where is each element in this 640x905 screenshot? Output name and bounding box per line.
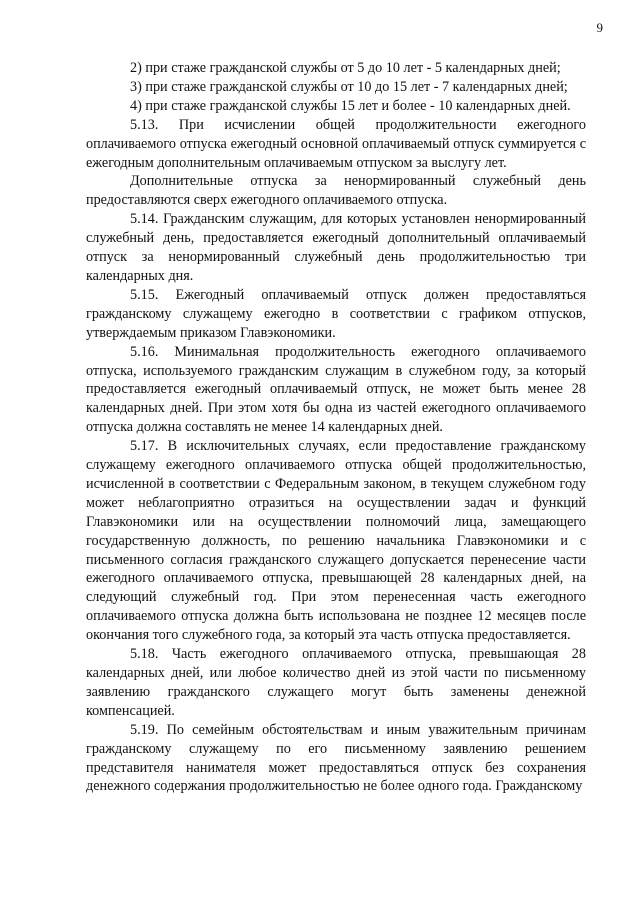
paragraph-5-15: 5.15. Ежегодный оплачиваемый отпуск должен предоставляться гражданскому служащему ежегодно в соответствии с графиком отпусков, утверждаемым приказом Главэкономики. xyxy=(86,286,586,341)
paragraph-stage-10-15: 3) при стаже гражданской службы от 10 до 15 лет - 7 календарных дней; xyxy=(130,78,568,95)
paragraph-additional-leave: Дополнительные отпуска за ненормированный служебный день предоставляются сверх ежегодного оплачиваемого отпуска. xyxy=(86,173,586,209)
paragraph-5-14: 5.14. Гражданским служащим, для которых установлен ненормированный служебный день, предоставляется ежегодный дополнительный оплачиваемый отпуск за ненормированный служебный день продолжительностью три календарных дня. xyxy=(86,211,586,284)
paragraph-5-17: 5.17. В исключительных случаях, если предоставление гражданскому служащему ежегодного оплачиваемого отпуска общей продолжительностью, исчисленной в соответствии с Федеральным законом, в текущем служебном году может неблагоприятно отразиться на осуществлении задач и функций Главэкономики или на осуществлении полномочий лица, замещающего государственную должность, по решению начальника Главэкономики и с письменного согласия гражданского служащего допускается перенесение части ежегодного оплачиваемого отпуска, превышающей 28 календарных дней, на следующий служебный год. При этом перенесенная часть ежегодного оплачиваемого отпуска должна быть использована не позднее 12 месяцев после окончания того служебного года, за который эта часть отпуска предоставляется. xyxy=(86,438,586,644)
paragraph-stage-5-10: 2) при стаже гражданской службы от 5 до 10 лет - 5 календарных дней; xyxy=(130,60,561,76)
paragraph-5-19: 5.19. По семейным обстоятельствам и иным уважительным причинам гражданскому служащему по его письменному заявлению решением представителя нанимателя может предоставляться отпуск без сохранения денежного содержания продолжительностью не более одного года. Гражданскому xyxy=(86,721,586,795)
page-number: 9 xyxy=(596,20,603,35)
paragraph-5-16: 5.16. Минимальная продолжительность ежегодного оплачиваемого отпуска, используемого гражданским служащим в служебном году, за который предоставляется ежегодный оплачиваемый отпуск, не может быть менее 28 календарных дней. При этом хотя бы одна из частей ежегодного оплачиваемого отпуска должна составлять не менее 14 календарных дней. xyxy=(86,343,586,436)
paragraph-5-13: 5.13. При исчислении общей продолжительности ежегодного оплачиваемого отпуска ежегодный основной оплачиваемый отпуск суммируется с ежегодным дополнительным оплачиваемым отпуском за выслугу лет. xyxy=(86,116,586,171)
document-body xyxy=(86,59,586,796)
paragraph-stage-15-plus: 4) при стаже гражданской службы 15 лет и более - 10 календарных дней. xyxy=(130,97,571,114)
paragraph-5-18: 5.18. Часть ежегодного оплачиваемого отпуска, превышающая 28 календарных дней, или любое количество дней из этой части по письменному заявлению гражданского служащего могут быть заменены денежной компенсацией. xyxy=(86,646,586,719)
